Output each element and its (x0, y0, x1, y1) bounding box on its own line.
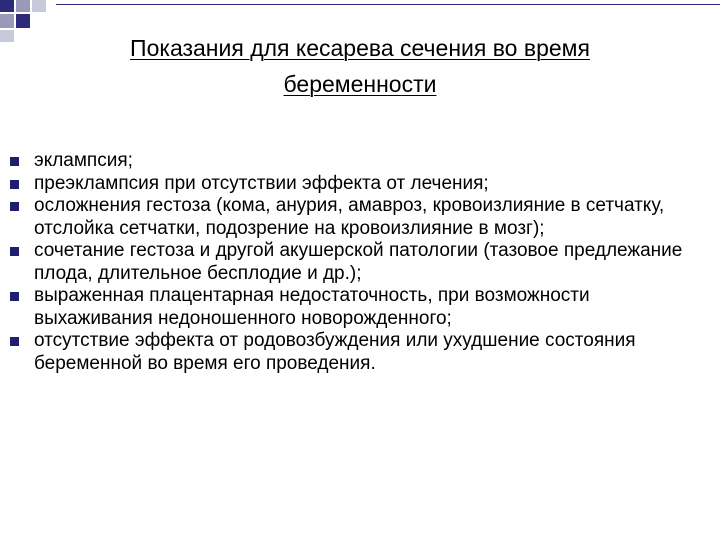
square-bullet-icon (10, 337, 19, 346)
square-bullet-icon (10, 157, 19, 166)
bullet-item (10, 330, 710, 375)
bullet-list (10, 150, 710, 375)
corner-squares-decoration (0, 0, 60, 45)
slide-title: Показания для кесарева сечения во время беременности (130, 35, 590, 97)
bullet-text: эклампсия; (34, 150, 133, 171)
bullet-item (10, 195, 710, 240)
bullet-item (10, 150, 710, 173)
bullet-text: преэклампсия при отсутствии эффекта от лечения; (34, 172, 489, 194)
square-bullet-icon (10, 247, 19, 256)
bullet-item (10, 240, 710, 285)
corner-squares-icon (0, 0, 60, 45)
bullet-text: осложнения гестоза (кома, анурия, амавроз, кровоизлияние в сетчатку, отслойка сетчатки, подозрение на кровоизлияние в мозг); (34, 195, 665, 239)
square-bullet-icon (10, 292, 19, 301)
bullet-text: сочетание гестоза и другой акушерской патологии (тазовое предлежание плода, длительное бесплодие и др.); (34, 240, 683, 284)
square-bullet-icon (10, 180, 19, 189)
bullet-item (10, 173, 710, 196)
bullet-text: отсутствие эффекта от родовозбуждения или ухудшение состояния беременной во время его проведения. (34, 330, 636, 374)
bullet-text: выраженная плацентарная недостаточность, при возможности выхаживания недоношенного новорожденного; (34, 285, 590, 329)
bullet-item (10, 285, 710, 330)
square-bullet-icon (10, 202, 19, 211)
top-divider-line (56, 4, 720, 5)
